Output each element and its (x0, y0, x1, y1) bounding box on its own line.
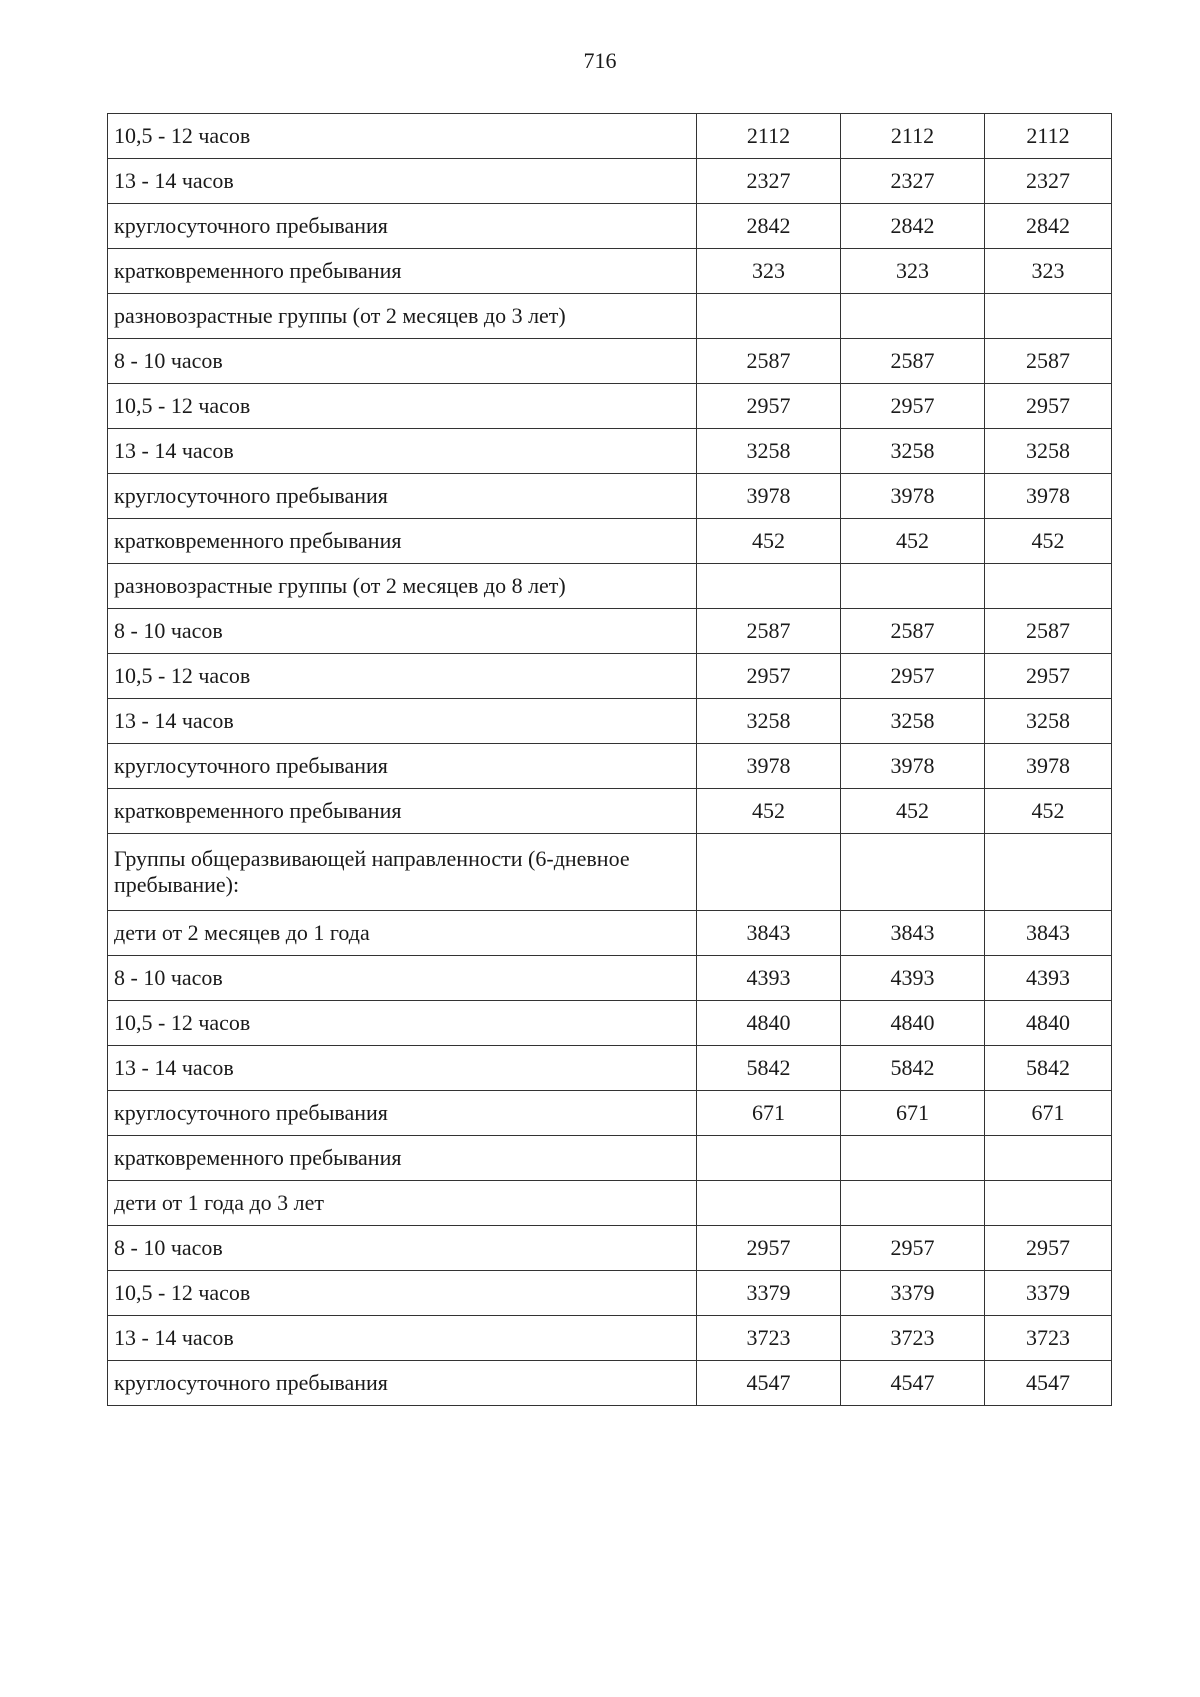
value-cell-1: 671 (697, 1091, 841, 1136)
value-cell-1 (697, 294, 841, 339)
value-cell-3 (985, 1181, 1112, 1226)
value-cell-2: 2112 (841, 114, 985, 159)
table-row (108, 1046, 1112, 1091)
value-cell-1: 4840 (697, 1001, 841, 1046)
value-cell-2: 4393 (841, 956, 985, 1001)
row-label: разновозрастные группы (от 2 месяцев до 8 лет) (108, 564, 697, 609)
row-label: 10,5 - 12 часов (108, 1271, 697, 1316)
value-cell-3: 323 (985, 249, 1112, 294)
value-cell-1: 2587 (697, 339, 841, 384)
row-label: круглосуточного пребывания (108, 744, 697, 789)
table-row (108, 1001, 1112, 1046)
row-label: круглосуточного пребывания (108, 1361, 697, 1406)
value-cell-3: 3258 (985, 429, 1112, 474)
table-row (108, 384, 1112, 429)
value-cell-3: 452 (985, 519, 1112, 564)
value-cell-2: 2587 (841, 609, 985, 654)
value-cell-3: 2842 (985, 204, 1112, 249)
value-cell-1 (697, 1136, 841, 1181)
value-cell-3: 2327 (985, 159, 1112, 204)
value-cell-3: 2957 (985, 384, 1112, 429)
value-cell-3: 2587 (985, 339, 1112, 384)
value-cell-1: 2112 (697, 114, 841, 159)
table-row (108, 834, 1112, 911)
value-cell-1: 3379 (697, 1271, 841, 1316)
value-cell-1: 4547 (697, 1361, 841, 1406)
value-cell-1: 4393 (697, 956, 841, 1001)
value-cell-2: 4840 (841, 1001, 985, 1046)
table-row (108, 249, 1112, 294)
row-label: 13 - 14 часов (108, 1046, 697, 1091)
table-row (108, 1091, 1112, 1136)
value-cell-3: 2587 (985, 609, 1112, 654)
page-number: 716 (583, 48, 617, 73)
table-row (108, 204, 1112, 249)
row-label: разновозрастные группы (от 2 месяцев до 3 лет) (108, 294, 697, 339)
value-cell-2: 452 (841, 789, 985, 834)
value-cell-2: 3978 (841, 474, 985, 519)
value-cell-2: 3258 (841, 429, 985, 474)
table-row (108, 1271, 1112, 1316)
value-cell-3: 671 (985, 1091, 1112, 1136)
value-cell-1: 2957 (697, 1226, 841, 1271)
value-cell-3 (985, 294, 1112, 339)
value-cell-1: 3978 (697, 744, 841, 789)
value-cell-1: 452 (697, 519, 841, 564)
value-cell-1 (697, 834, 841, 911)
table-row (108, 1361, 1112, 1406)
row-label: Группы общеразвивающей направленности (6-дневное пребывание): (108, 834, 697, 911)
value-cell-1: 2587 (697, 609, 841, 654)
value-cell-2 (841, 294, 985, 339)
table-row (108, 609, 1112, 654)
value-cell-3: 3978 (985, 744, 1112, 789)
value-cell-2: 4547 (841, 1361, 985, 1406)
table-row (108, 699, 1112, 744)
value-cell-1: 2957 (697, 654, 841, 699)
value-cell-3 (985, 564, 1112, 609)
value-cell-3: 4393 (985, 956, 1112, 1001)
value-cell-2: 2957 (841, 1226, 985, 1271)
value-cell-3: 2957 (985, 654, 1112, 699)
table-row (108, 1316, 1112, 1361)
value-cell-3 (985, 1136, 1112, 1181)
value-cell-2: 3843 (841, 911, 985, 956)
value-cell-2: 2842 (841, 204, 985, 249)
value-cell-1 (697, 564, 841, 609)
value-cell-3: 3258 (985, 699, 1112, 744)
row-label: 10,5 - 12 часов (108, 1001, 697, 1046)
value-cell-1: 2327 (697, 159, 841, 204)
table-row (108, 564, 1112, 609)
row-label: 10,5 - 12 часов (108, 384, 697, 429)
row-label: 13 - 14 часов (108, 1316, 697, 1361)
value-cell-1: 3978 (697, 474, 841, 519)
value-cell-2: 3723 (841, 1316, 985, 1361)
value-cell-2: 452 (841, 519, 985, 564)
table-row (108, 429, 1112, 474)
value-cell-1: 5842 (697, 1046, 841, 1091)
row-label: 8 - 10 часов (108, 956, 697, 1001)
table-row (108, 294, 1112, 339)
row-label: круглосуточного пребывания (108, 1091, 697, 1136)
value-cell-1: 452 (697, 789, 841, 834)
value-cell-1: 3258 (697, 429, 841, 474)
row-label: кратковременного пребывания (108, 249, 697, 294)
value-cell-3: 4840 (985, 1001, 1112, 1046)
value-cell-2 (841, 834, 985, 911)
value-cell-1: 2957 (697, 384, 841, 429)
row-label: кратковременного пребывания (108, 789, 697, 834)
value-cell-1: 3723 (697, 1316, 841, 1361)
table-row (108, 1226, 1112, 1271)
row-label: 10,5 - 12 часов (108, 654, 697, 699)
row-label: 13 - 14 часов (108, 699, 697, 744)
row-label: 8 - 10 часов (108, 1226, 697, 1271)
value-cell-2 (841, 1181, 985, 1226)
value-cell-2: 3379 (841, 1271, 985, 1316)
value-cell-3 (985, 834, 1112, 911)
row-label: дети от 2 месяцев до 1 года (108, 911, 697, 956)
value-cell-2: 3978 (841, 744, 985, 789)
tariff-table (107, 113, 1112, 1406)
table-row (108, 654, 1112, 699)
table-row (108, 1181, 1112, 1226)
row-label: кратковременного пребывания (108, 519, 697, 564)
value-cell-3: 5842 (985, 1046, 1112, 1091)
table-row (108, 956, 1112, 1001)
value-cell-1: 323 (697, 249, 841, 294)
value-cell-1 (697, 1181, 841, 1226)
value-cell-2: 5842 (841, 1046, 985, 1091)
value-cell-3: 3843 (985, 911, 1112, 956)
table-row (108, 744, 1112, 789)
value-cell-2: 2327 (841, 159, 985, 204)
value-cell-2: 3258 (841, 699, 985, 744)
table-row (108, 339, 1112, 384)
value-cell-2 (841, 1136, 985, 1181)
value-cell-2: 2587 (841, 339, 985, 384)
value-cell-3: 3978 (985, 474, 1112, 519)
table-row (108, 789, 1112, 834)
row-label: кратковременного пребывания (108, 1136, 697, 1181)
table-row (108, 1136, 1112, 1181)
value-cell-1: 3843 (697, 911, 841, 956)
value-cell-1: 2842 (697, 204, 841, 249)
row-label: круглосуточного пребывания (108, 474, 697, 519)
row-label: 13 - 14 часов (108, 429, 697, 474)
row-label: 8 - 10 часов (108, 339, 697, 384)
row-label: 10,5 - 12 часов (108, 114, 697, 159)
value-cell-3: 3379 (985, 1271, 1112, 1316)
value-cell-3: 4547 (985, 1361, 1112, 1406)
value-cell-1: 3258 (697, 699, 841, 744)
value-cell-2: 2957 (841, 384, 985, 429)
value-cell-3: 3723 (985, 1316, 1112, 1361)
row-label: дети от 1 года до 3 лет (108, 1181, 697, 1226)
table-row (108, 911, 1112, 956)
value-cell-2: 2957 (841, 654, 985, 699)
row-label: 13 - 14 часов (108, 159, 697, 204)
table-row (108, 474, 1112, 519)
value-cell-2 (841, 564, 985, 609)
table-row (108, 519, 1112, 564)
row-label: круглосуточного пребывания (108, 204, 697, 249)
row-label: 8 - 10 часов (108, 609, 697, 654)
value-cell-2: 671 (841, 1091, 985, 1136)
table-row (108, 159, 1112, 204)
value-cell-3: 452 (985, 789, 1112, 834)
value-cell-3: 2112 (985, 114, 1112, 159)
table-row (108, 114, 1112, 159)
value-cell-2: 323 (841, 249, 985, 294)
value-cell-3: 2957 (985, 1226, 1112, 1271)
